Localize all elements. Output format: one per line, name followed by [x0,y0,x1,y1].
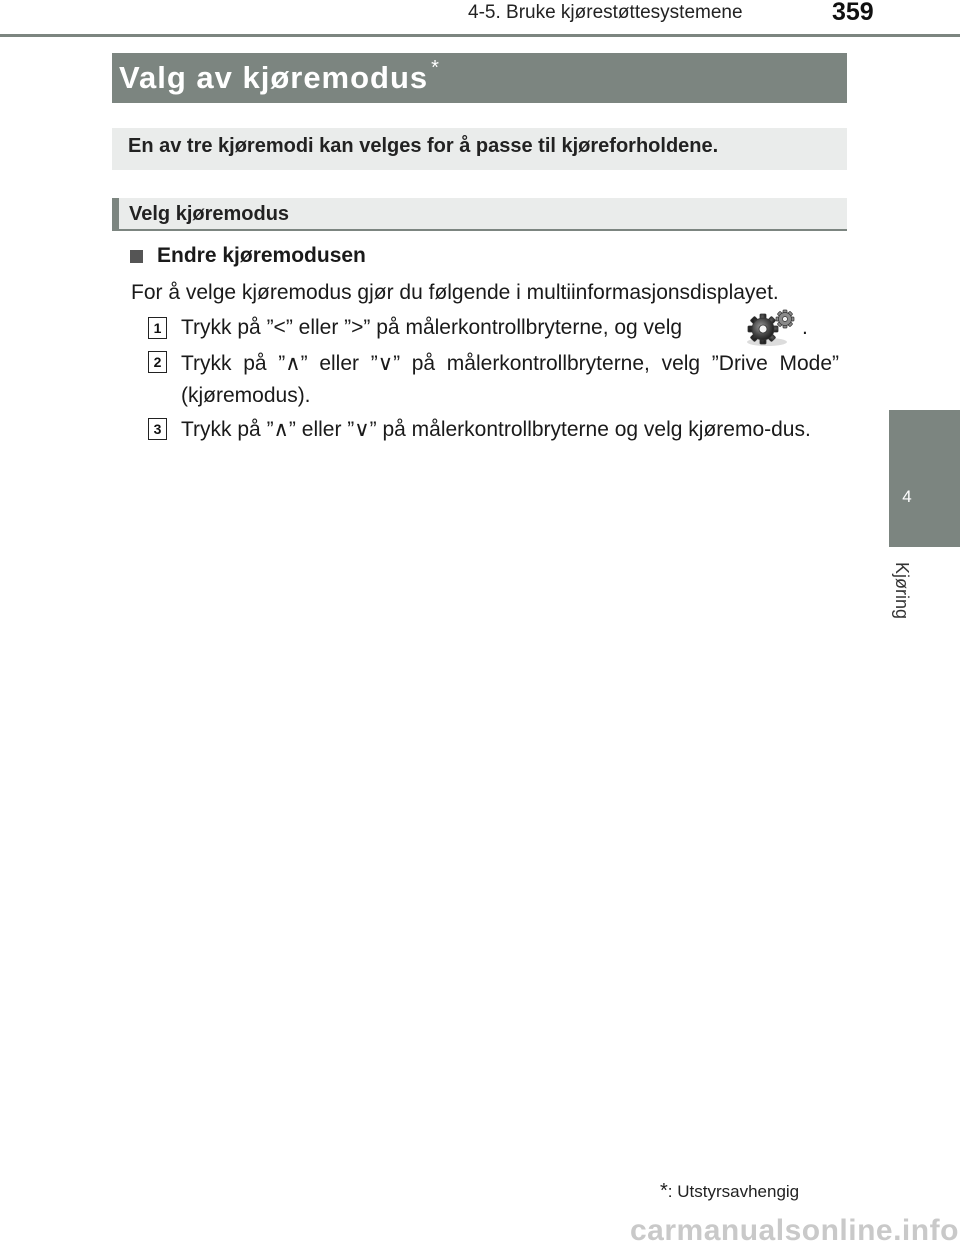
watermark: carmanualsonline.info [630,1214,959,1247]
step-3-text: Trykk på ”∧” eller ”∨” på målerkontrollbryterne og velg kjøremo-dus. [181,418,811,441]
chapter-label: Kjøring [892,562,912,620]
step-2-text: Trykk på ”∧” eller ”∨” på målerkontrollbryterne, velg ”Drive Mode” (kjøremodus). [181,352,839,407]
subheading-accent [112,198,119,229]
chapter-tab [889,410,960,547]
header-section-title: 4-5. Bruke kjørestøttesystemene [468,2,743,23]
intro-box [112,128,847,170]
step-number-3: 3 [148,418,167,440]
step-number-1: 1 [148,317,167,339]
intro-text: En av tre kjøremodi kan velges for å passe til kjøreforholdene. [128,135,719,157]
title-footnote-marker: * [431,57,440,79]
footnote-text: : Utstyrsavhengig [667,1182,800,1201]
step-1-text-after: . [802,316,808,339]
section-heading: Endre kjøremodusen [157,244,366,267]
page-title-bar [112,53,847,103]
page-title-text: Valg av kjøremodus [119,60,429,95]
chapter-number: 4 [902,487,912,506]
footnote-marker: * [660,1180,668,1202]
page-title [119,57,440,96]
subheading-bar [112,198,847,231]
header-rule [0,34,960,37]
step-number-2: 2 [148,351,167,373]
footnote [660,1180,799,1203]
section-paragraph: For å velge kjøremodus gjør du følgende i multiinformasjonsdisplayet. [131,281,779,304]
subheading-text: Velg kjøremodus [129,203,290,225]
square-bullet-icon [130,250,143,263]
gear-icon [743,308,799,348]
step-1-text-before: Trykk på ”<” eller ”>” på målerkontrollbryterne, og velg [181,316,683,339]
page-number: 359 [832,0,874,26]
step-1-text [181,312,682,344]
